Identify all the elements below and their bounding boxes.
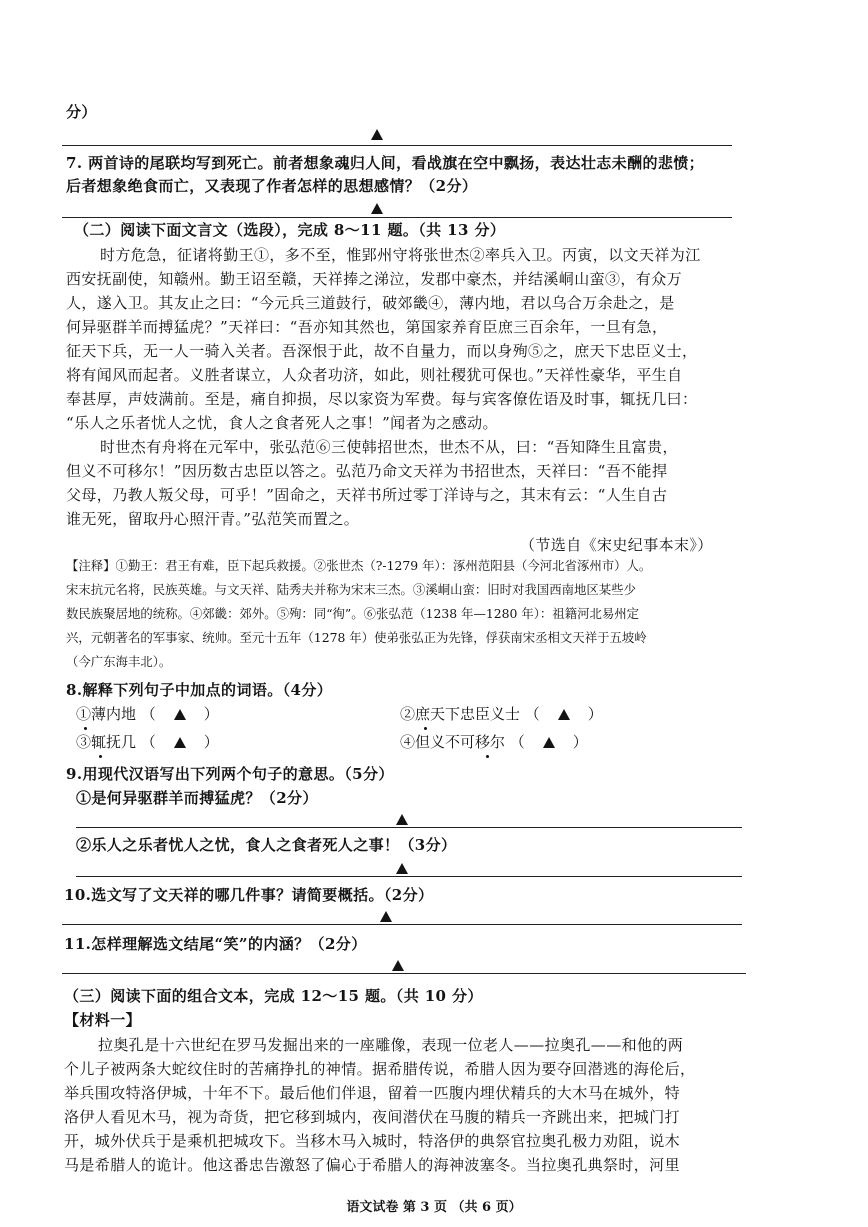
material-line: 个儿子被两条大蛇纹住时的苦痛挣扎的神情。据希腊传说，希腊人因为要夺回潜逃的海伦后， (64, 1060, 696, 1078)
annotation-line: 数民族聚居地的统称。④郊畿：郊外。⑤殉：同“徇”。⑥张弘范（1238 年—1280 年）：祖籍河北易州定 (66, 606, 640, 621)
q8-item-text: ②庶天下忠臣义士 （ (400, 705, 540, 723)
q8-stem: 8.解释下列句子中加点的词语。（4分） (66, 681, 333, 699)
passage-line: 征天下兵，无一人一骑入关者。吾深恨于此，故不自量力，而以身殉⑤之，庶天下忠臣义士， (66, 342, 698, 360)
q10-stem: 10.选文写了文天祥的哪几件事？请简要概括。（2分） (64, 886, 434, 904)
material-label: 【材料一】 (64, 1011, 142, 1029)
answer-marker-triangle (371, 203, 383, 214)
answer-line (76, 876, 742, 877)
answer-marker-triangle (371, 129, 383, 140)
passage-line: 时世杰有舟将在元军中，张弘范⑥三使韩招世杰，世杰不从，曰：“吾知降生且富贵， (100, 438, 678, 456)
answer-line (62, 145, 732, 146)
passage-line: 人，遂入卫。其友止之曰：“今元兵三道鼓行，破郊畿④，薄内地，君以乌合万余赴之，是 (66, 294, 675, 312)
q9-sentence-2: ②乐人之乐者忧人之忧，食人之食者死人之事！（3分） (76, 836, 457, 854)
emphasis-dot (486, 755, 489, 758)
answer-marker-triangle (380, 911, 392, 922)
q8-item-text: ①薄内地 （ (76, 705, 156, 723)
emphasis-dot (424, 727, 427, 730)
passage-line: 但义不可移尔！”因历数古忠臣以答之。弘范乃命文天祥为书招世杰，天祥曰：“吾不能捍 (66, 462, 668, 480)
answer-marker-triangle (392, 960, 404, 971)
passage-line: 奉甚厚，声妓满前。至是，痛自抑损，尽以家资为军费。每与宾客僚佐语及时事，辄抚几曰： (66, 390, 698, 408)
material-line: 马是希腊人的诡计。他这番忠告激怒了偏心于希腊人的海神波塞冬。当拉奥孔典祭时，河里 (64, 1156, 681, 1174)
passage-source: （节选自《宋史纪事本末》） (520, 536, 713, 554)
page-footer: 语文试卷 第 3 页 （共 6 页） (346, 1200, 522, 1215)
material-line: 开，城外伏兵于是乘机把城攻下。当移木马入城时，特洛伊的典祭官拉奥孔极力劝阻，说木 (64, 1132, 681, 1150)
annotation-line: 兴，元朝著名的军事家、统帅。至元十五年（1278 年）使弟张弘正为先锋，俘获南宋丞相文天祥于五坡岭 (66, 630, 647, 645)
material-line: 举兵围攻特洛伊城，十年不下。最后他们伴退，留着一匹腹内埋伏精兵的大木马在城外，特 (64, 1084, 681, 1102)
answer-marker-triangle (174, 737, 186, 748)
answer-line (62, 217, 732, 218)
material-line: 洛伊人看见木马，视为奇货，把它移到城内，夜间潜伏在马腹的精兵一齐跳出来，把城门打 (64, 1108, 681, 1126)
q7-line-1: 7. 两首诗的尾联均写到死亡。前者想象魂归人间，看战旗在空中飘扬，表达壮志未酬的悲愤； (66, 154, 705, 172)
q8-item-4 (400, 731, 588, 753)
passage-line: 时方危急，征诸将勤王①，多不至，惟郢州守将张世杰②率兵入卫。丙寅，以文天祥为江 (100, 246, 701, 264)
answer-marker-triangle (396, 863, 408, 874)
q8-item-close: ） (203, 705, 219, 723)
passage-line: “乐人之乐者忧人之忧，食人之食者死人之事！”闻者为之感动。 (66, 414, 498, 432)
q9-sentence-1: ①是何异驱群羊而搏猛虎？（2分） (76, 789, 318, 807)
q9-stem: 9.用现代汉语写出下列两个句子的意思。（5分） (66, 765, 394, 783)
answer-line (76, 827, 742, 828)
section-3-heading: （三）阅读下面的组合文本，完成 12～15 题。（共 10 分） (64, 987, 483, 1005)
answer-marker-triangle (396, 814, 408, 825)
answer-marker-triangle (174, 709, 186, 720)
passage-line: 父母，乃教人叛父母，可乎！”固命之，天祥书所过零丁洋诗与之，其末有云：“人生自古 (66, 486, 668, 504)
passage-line: 谁无死，留取丹心照汗青。”弘范笑而置之。 (66, 510, 360, 528)
passage-line: 将有闻风而起者。义胜者谋立，人众者功济，如此，则社稷犹可保也。”天祥性豪华，平生自 (66, 366, 683, 384)
q11-stem: 11.怎样理解选文结尾“笑”的内涵？（2分） (64, 935, 367, 953)
annotation-line: 【注释】①勤王：君王有难，臣下起兵救援。②张世杰（?-1279 年）：涿州范阳县（今河北省涿州市）人。 (66, 558, 652, 573)
q8-item-1 (76, 703, 219, 725)
q8-item-text: ③辄抚几 （ (76, 733, 156, 751)
material-line: 拉奥孔是十六世纪在罗马发掘出来的一座雕像，表现一位老人——拉奥孔——和他的两 (98, 1036, 684, 1054)
annotation-line: 宋末抗元名将，民族英雄。与文天祥、陆秀夫并称为宋末三杰。③溪峒山蛮：旧时对我国西南地区某些少 (66, 582, 636, 597)
q8-item-close: ） (587, 705, 603, 723)
emphasis-dot (99, 755, 102, 758)
q8-item-3 (76, 731, 219, 753)
q7-line-2: 后者想象绝食而亡，又表现了作者怎样的思想感情？（2分） (66, 177, 478, 195)
annotation-line: （今广东海丰北）。 (66, 654, 172, 669)
question-tail: 分） (66, 103, 97, 121)
q8-item-2 (400, 703, 603, 725)
answer-marker-triangle (543, 737, 555, 748)
q8-item-close: ） (203, 733, 219, 751)
q8-item-text: ④但义不可移尔 （ (400, 733, 525, 751)
passage-line: 西安抚副使，知赣州。勤王诏至赣，天祥捧之涕泣，发郡中豪杰，并结溪峒山蛮③，有众万 (66, 270, 683, 288)
answer-line (62, 924, 742, 925)
q8-item-close: ） (572, 733, 588, 751)
answer-line (62, 973, 746, 974)
answer-marker-triangle (558, 709, 570, 720)
passage-line: 何异驱群羊而搏猛虎？”天祥曰：“吾亦知其然也，第国家养育臣庶三百余年，一旦有急， (66, 318, 668, 336)
section-2-heading: （二）阅读下面文言文（选段），完成 8～11 题。（共 13 分） (74, 221, 506, 239)
emphasis-dot (84, 727, 87, 730)
